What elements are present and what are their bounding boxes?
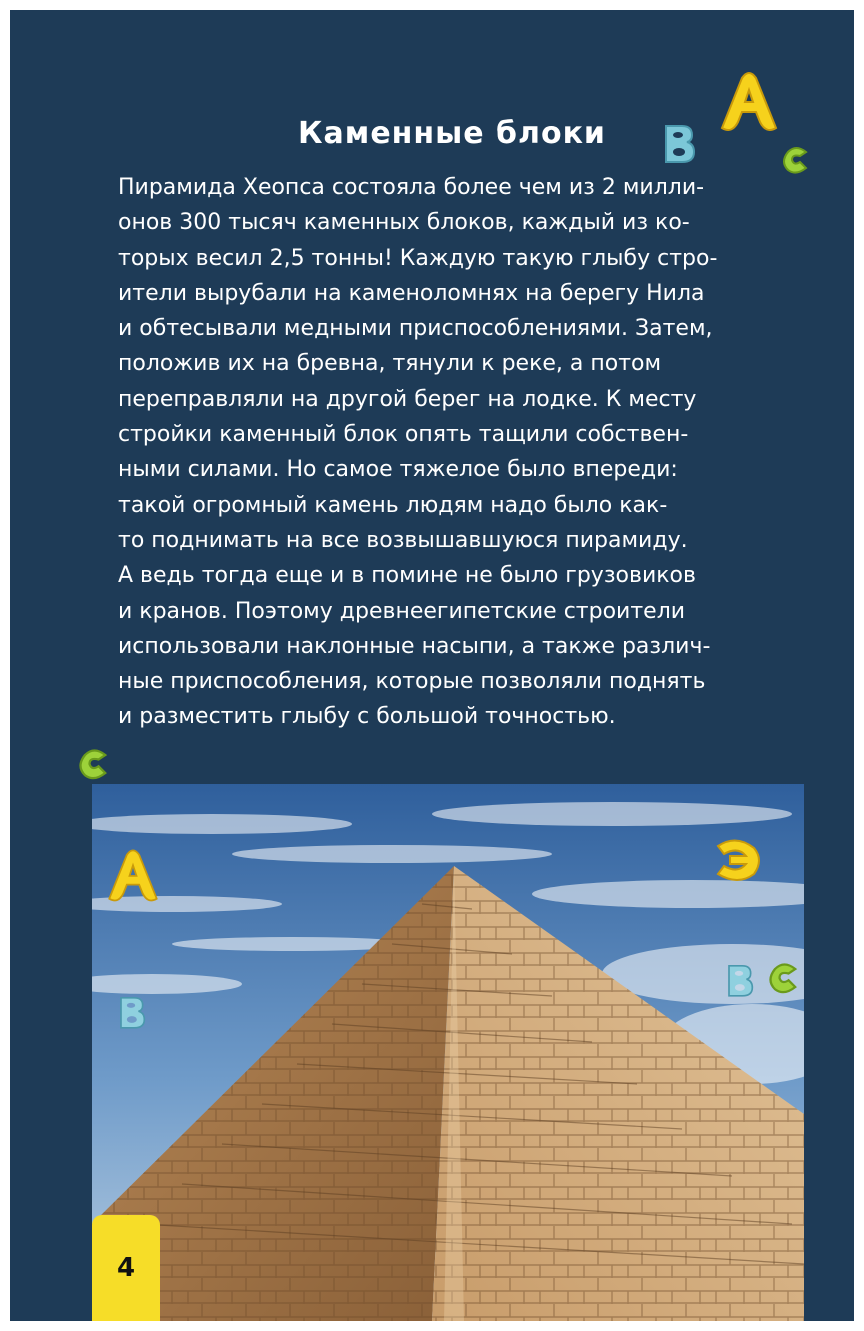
letter-e-decoration-photo (710, 836, 764, 884)
paragraph-line: то поднимать на все возвышавшуюся пирамиду. (118, 527, 688, 553)
paragraph-line: онов 300 тысяч каменных блоков, каждый из ко- (118, 210, 690, 236)
paragraph-line: А ведь тогда еще и в помине не было грузовиков (118, 563, 696, 589)
letter-c-decoration-top (780, 144, 812, 176)
page-title: Каменные блоки (298, 116, 606, 151)
paragraph-line: и кранов. Поэтому древнеегипетские строители (118, 598, 686, 624)
paragraph-line: такой огромный камень людям надо было как- (118, 492, 668, 518)
page-background (10, 10, 854, 1321)
paragraph-line: ными силами. Но самое тяжелое было впереди: (118, 457, 678, 483)
paragraph-line: торых весил 2,5 тонны! Каждую такую глыбу стро- (118, 245, 718, 271)
paragraph-line: стройки каменный блок опять тащили собствен- (118, 422, 689, 448)
paragraph-line: Пирамида Хеопса состояла более чем из 2 милли- (118, 175, 705, 200)
pyramid-photo (92, 784, 804, 1321)
paragraph-line: ные приспособления, которые позволяли поднять (118, 669, 706, 695)
paragraph-line: использовали наклонные насыпи, а также различ- (118, 633, 711, 659)
letter-b-decoration-photo-right (724, 962, 754, 998)
paragraph-line: и обтесывали медными приспособлениями. Затем, (118, 316, 713, 342)
paragraph-line: и разместить глыбу с большой точностью. (118, 704, 616, 730)
letter-b-decoration-top (660, 122, 696, 164)
letter-c-decoration-photo (766, 960, 802, 996)
article-paragraph (118, 170, 778, 735)
paragraph-line: переправляли на другой берег на лодке. К месту (118, 386, 697, 412)
letter-c-decoration-left (76, 746, 112, 782)
letter-a-decoration-top (716, 70, 782, 132)
paragraph-line: ители вырубали на каменоломнях на берегу Нила (118, 280, 705, 306)
letter-b-decoration-photo-left (116, 994, 146, 1030)
page-number-badge: 4 (92, 1215, 160, 1321)
paragraph-line: положив их на бревна, тянули к реке, а потом (118, 351, 662, 377)
letter-a-decoration-photo (104, 846, 162, 904)
